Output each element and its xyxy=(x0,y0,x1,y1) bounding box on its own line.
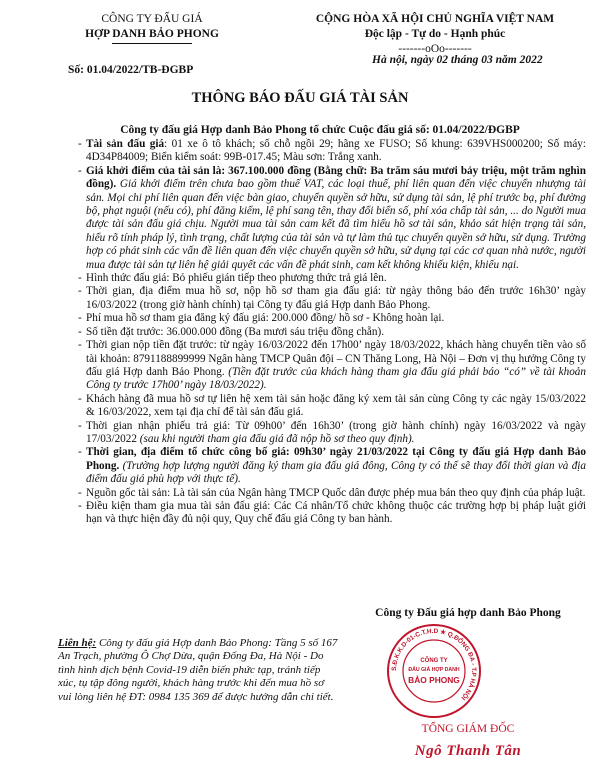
bullet-marker: - xyxy=(78,285,82,298)
bullet-marker: - xyxy=(78,325,82,338)
contact-label: Liên hệ: xyxy=(58,637,97,649)
auction-method: Hình thức đấu giá: Bỏ phiếu gián tiếp theo phương thức trả giá lên. xyxy=(86,272,387,285)
national-motto: Độc lập - Tự do - Hạnh phúc xyxy=(364,28,506,40)
bullet-marker: - xyxy=(78,419,82,432)
deposit-note: (Tiền đặt trước của khách hàng tham gia đấu giá phải báo “có” về tài khoản Công ty trước 17h00’ ngày 18/03/2022). xyxy=(86,365,586,392)
issuer-header xyxy=(52,12,252,44)
signer-role: TỔNG GIÁM ĐỐC xyxy=(421,723,515,735)
bullet-marker: - xyxy=(78,138,82,150)
seal-inner-name: BẢO PHONG xyxy=(408,675,460,685)
signature-block xyxy=(348,607,588,759)
list-item xyxy=(78,326,586,339)
participation-conditions: Điều kiện tham gia mua tài sản đấu giá: Các Cá nhân/Tổ chức không thuộc các trường hợp bị pháp luật giới hạn và thực hiện đầy đủ nội quy, Quy chế đấu giá Công ty ban hành. xyxy=(86,499,586,526)
seal-inner-mid: ĐẤU GIÁ HỢP DANH xyxy=(408,667,460,673)
issuer-divider xyxy=(112,43,192,44)
notice-body xyxy=(78,138,586,527)
national-title: CỘNG HÒA XÃ HỘI CHỦ NGHĨA VIỆT NAM xyxy=(315,13,555,25)
bullet-marker: - xyxy=(78,392,82,405)
signing-organization: Công ty Đấu giá hợp danh Bảo Phong xyxy=(375,607,561,619)
list-item xyxy=(78,285,586,312)
list-item xyxy=(78,393,586,420)
contact-note xyxy=(58,637,340,704)
announcement-note: (Trường hợp lượng người đăng ký tham gia đấu giá đông, Công ty có thể sẽ thay đổi thời gian và địa điểm đấu giá phù hợp với thực tế). xyxy=(86,459,587,486)
price-conditions: Giá khởi điểm trên chưa bao gồm thuế VAT, các loại thuế, phí liên quan đến việc chuyển nhượng tài sản. Mọi chi phí liên quan đến việc bàn giao, chuyển quyền sở hữu, sử dụng tài sản, lệ phí trước bạ, phí đường bộ, phạt nguội (nếu có), phí đăng kiểm, lệ phí sang tên, thay đổi biển số, phí xóa chấp tài sản, ... do Người mua được tài sản đấu giá chịu. Người mua tài sản cam kết đã tìm hiểu hồ sơ tài sản, khảo sát hiện trạng tài sản, hiểu rõ tính pháp lý, tình trạng, chất lượng của tài sản và tự làm thủ tục chuyển quyền sở hữu, sử dụng. Trường hợp có phát sinh các vấn đề liên quan đến việc chuyển quyền sở hữu, sử dụng tại các cơ quan nhà nước, người mua được tài sản tự liên hệ giải quyết các vấn đề phát sinh, cam kết không khiếu kiện, khiếu nại. xyxy=(86,178,586,271)
contact-text: Công ty đấu giá Hợp danh Bảo Phong: Tầng 5 số 167 An Trạch, phường Ô Chợ Dừa, quận Đống Đa, Hà Nội - Do tình hình dịch bệnh Covid-19 diễn biến phức tạp, tránh tiếp xúc, tụ tập đông người, khách hàng trước khi đến mua hồ sơ vui lòng liên hệ ĐT: 0984 135 369 để được hướng dẫn chi tiết. xyxy=(58,637,338,703)
document-number: Số: 01.04/2022/TB-ĐGBP xyxy=(68,64,194,76)
bullet-marker: - xyxy=(78,164,82,177)
motto-divider: -------oOo------- xyxy=(398,43,472,55)
seal-inner-top: CÔNG TY xyxy=(420,658,448,664)
dossier-time-place: Thời gian, địa điểm mua hồ sơ, nộp hồ sơ tham gia đấu giá: từ ngày thông báo đến trước 16h30’ ngày 16/03/2022 (trong giờ hành chính) tại Công ty đấu giá Hợp danh Bảo Phong. xyxy=(86,285,586,311)
list-item xyxy=(78,165,586,272)
signer-name: Ngô Thanh Tân xyxy=(414,743,522,759)
asset-viewing: Khách hàng đã mua hồ sơ tự liên hệ xem tài sản hoặc đăng ký xem tài sản cùng Công ty các ngày 15/03/2022 & 16/03/2022, xem tại địa chỉ để tài sản đấu giá. xyxy=(86,392,586,419)
ballot-note: (sau khi người tham gia đấu giá đã nộp hồ sơ theo quy định). xyxy=(139,432,415,445)
bullet-marker: - xyxy=(78,499,82,512)
deposit-amount: Số tiền đặt trước: 36.000.000 đồng (Ba mươi sáu triệu đồng chẵn). xyxy=(86,325,385,338)
asset-label: Tài sản đấu giá xyxy=(86,138,165,150)
bullet-marker: - xyxy=(78,272,82,285)
ballot-time: Thời gian nhận phiếu trả giá: Từ 09h00’ đến 16h30’ (trong giờ hành chính) ngày 16/03/2022 và ngày 17/03/2022 xyxy=(86,419,586,445)
bullet-marker: - xyxy=(78,312,82,325)
list-item xyxy=(78,487,586,500)
list-item xyxy=(78,272,586,285)
date-line: Hà nội, ngày 02 tháng 03 năm 2022 xyxy=(372,54,543,66)
company-seal xyxy=(386,623,482,719)
bullet-marker: - xyxy=(78,339,82,352)
seal-outer-text: S.Đ.K.K.D-01-C.T.H.D ★ Q.ĐỐNG ĐA - T.P HÀ NỘI xyxy=(390,627,478,702)
bullet-marker: - xyxy=(78,486,82,499)
intro-line: Công ty đấu giá Hợp danh Bảo Phong tổ chức Cuộc đấu giá số: 01.04/2022/ĐGBP xyxy=(120,124,520,136)
national-header xyxy=(285,12,585,57)
deposit-time: Thời gian nộp tiền đặt trước: từ ngày 16/03/2022 đến 17h00’ ngày 18/03/2022, khách hàng chuyển tiền vào số tài khoản: 8791188899999 Ngân hàng TMCP Quân đội – CN Thăng Long, Hà Nội – Đơn vị thụ hưởng Công ty đấu giá Hợp danh Bảo Phong. xyxy=(86,339,586,378)
asset-description: : 01 xe ô tô khách; số chỗ ngồi 29; hãng xe FUSO; Số khung: 639VHS000200; Số máy: 4D34P84009; Biển kiểm soát: 99B-017.45; Màu sơn: Trắng xanh. xyxy=(86,138,587,164)
list-item xyxy=(78,420,586,447)
list-item xyxy=(78,339,586,393)
bullet-marker: - xyxy=(78,446,82,459)
list-item xyxy=(78,312,586,325)
starting-price: Giá khởi điểm của tài sản là: 367.100.000 đồng (Bằng chữ: Ba trăm sáu mươi bảy triệu, một trăm nghìn đồng). xyxy=(86,164,586,191)
page-title: THÔNG BÁO ĐẤU GIÁ TÀI SẢN xyxy=(191,90,409,106)
issuer-line-2: HỢP DANH BẢO PHONG xyxy=(85,28,219,40)
issuer-line-1: CÔNG TY ĐẤU GIÁ xyxy=(101,13,203,25)
announcement-time: Thời gian, địa điểm tổ chức công bố giá: 09h30’ ngày 21/03/2022 tại Công ty đấu giá Hợp danh Bảo Phong. xyxy=(86,446,586,472)
list-item xyxy=(78,446,586,486)
asset-origin: Nguồn gốc tài sản: Là tài sản của Ngân hàng TMCP Quốc dân được phép mua bán theo quy định của pháp luật. xyxy=(86,486,586,499)
dossier-fee: Phí mua hồ sơ tham gia đăng ký đấu giá: 200.000 đồng/ hồ sơ - Không hoàn lại. xyxy=(86,312,445,325)
list-item xyxy=(78,138,586,165)
list-item xyxy=(78,500,586,527)
